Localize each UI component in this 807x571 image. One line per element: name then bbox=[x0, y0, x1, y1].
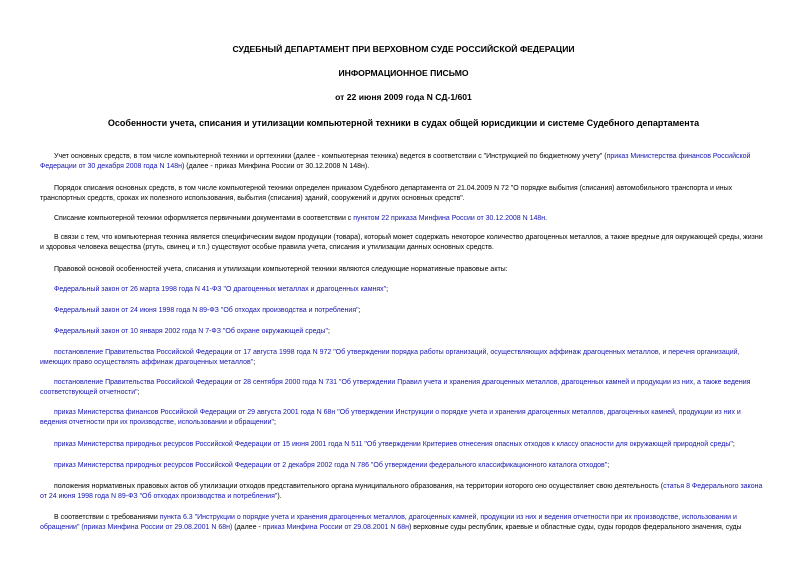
list-item-punct: ; bbox=[253, 359, 256, 366]
list-item-order-786 bbox=[40, 461, 768, 471]
paragraph-text: Списание компьютерной техники оформляется первичными документами в соответствии с bbox=[54, 215, 354, 222]
link-law-7fz[interactable]: Федеральный закон от 10 января 2002 года N 7-ФЗ "Об охране окружающей среды" bbox=[54, 328, 328, 335]
link-resolution-972[interactable]: постановление Правительства Российской Федерации от 17 августа 1998 года N 972 "Об утверждении порядка работы организаций, осуществляющих аффинаж драгоценных металлов, и перечня организаций, имеющих право осуществлять аффинаж драгоценных металлов" bbox=[40, 349, 740, 366]
link-order-511[interactable]: приказ Министерства природных ресурсов Российской Федерации от 15 июня 2001 года N 511 "Об утверждении Критериев отнесения опасных отходов к классу опасности для окружающей природной среды" bbox=[54, 441, 733, 448]
paragraph-text: ) верховные суды республик, краевые и областные суды, суды городов федерального значения, суды bbox=[409, 524, 742, 531]
link-article-8-law-89fz[interactable]: статья 8 Федерального закона от 24 июня 1998 года N 89-ФЗ "Об отходах производства и потребления" bbox=[40, 483, 763, 500]
list-item-punct: ; bbox=[137, 389, 140, 396]
paragraph-write-off-procedure bbox=[40, 184, 768, 204]
list-item-punct: ; bbox=[273, 419, 276, 426]
paragraph-accounting-basis bbox=[40, 152, 768, 172]
list-item-law-89fz bbox=[40, 306, 768, 316]
paragraph-legal-basis bbox=[40, 265, 768, 275]
list-item-law-7fz bbox=[40, 327, 768, 337]
paragraph-text: (далее - bbox=[232, 524, 263, 531]
document-subject-title: Особенности учета, списания и утилизации компьютерной техники в судах общей юрисдикции и системе Судебного департамента bbox=[107, 118, 700, 128]
list-item-punct: ; bbox=[607, 462, 610, 469]
paragraph-text: В связи с тем, что компьютерная техника является специфическим видом продукции (товара), который может содержать некоторое количество драгоценных металлов, а также вредные для окружающей среды, жизни и здоровья человека вещества (ртуть, свинец и т.п.) существуют особые правила учета, списания и утилизации данных основных средств. bbox=[40, 234, 763, 251]
paragraph-municipal-waste bbox=[40, 482, 768, 502]
list-item-order-511 bbox=[40, 440, 768, 450]
link-law-41fz[interactable]: Федеральный закон от 26 марта 1998 года N 41-ФЗ "О драгоценных металлах и драгоценных камнях" bbox=[54, 286, 387, 293]
link-order-786[interactable]: приказ Министерства природных ресурсов Российской Федерации от 2 декабря 2002 года N 786 "Об утверждении федерального классификационного каталога отходов" bbox=[54, 462, 608, 469]
list-item-law-41fz bbox=[40, 285, 768, 295]
paragraph-precious-metals-note bbox=[40, 233, 768, 253]
link-minfin-order-148n[interactable]: приказ Министерства финансов Российской Федерации от 30 декабря 2008 года N 148н bbox=[40, 153, 751, 170]
link-order-68n[interactable]: приказ Министерства финансов Российской Федерации от 29 августа 2001 года N 68н "Об утверждении Инструкции о порядке учета и хранения драгоценных металлов, драгоценных камней, продукции из них и ведения отчетности при их производстве, использовании и обращении" bbox=[40, 409, 741, 426]
list-item-order-68n bbox=[40, 408, 768, 428]
paragraph-text: ) (далее - приказ Минфина России от 30.12.2008 N 148н). bbox=[182, 163, 370, 170]
paragraph-text: положения нормативных правовых актов об утилизации отходов представительного органа муниципального образования, на территории которого оно осуществляет свою деятельность ( bbox=[54, 483, 664, 490]
link-clause-6-3-instruction[interactable]: пункта 6.3 "Инструкции о порядке учета и хранения драгоценных металлов, драгоценных камней, продукции из них и ведения отчетности при их производстве, использовании и обращении" (приказ Минфина России от 29.08.2001 N 68н) bbox=[40, 514, 737, 531]
list-item-punct: ; bbox=[358, 307, 361, 314]
court-department-heading: СУДЕБНЫЙ ДЕПАРТАМЕНТ ПРИ ВЕРХОВНОМ СУДЕ РОССИЙСКОЙ ФЕДЕРАЦИИ bbox=[232, 44, 575, 54]
link-clause-22-order-148n[interactable]: пунктом 22 приказа Минфина России от 30.12.2008 N 148н bbox=[353, 215, 546, 222]
document-date-number: от 22 июня 2009 года N СД-1/601 bbox=[335, 92, 472, 102]
link-law-89fz[interactable]: Федеральный закон от 24 июня 1998 года N 89-ФЗ "Об отходах производства и потребления" bbox=[54, 307, 359, 314]
paragraph-text: В соответствии с требованиями bbox=[54, 514, 160, 521]
link-resolution-731[interactable]: постановление Правительства Российской Федерации от 28 сентября 2000 года N 731 "Об утверждении Правил учета и хранения драгоценных металлов, драгоценных камней и продукции из них, а также ведения соответствующей отчетности" bbox=[40, 379, 751, 396]
document-type-heading: ИНФОРМАЦИОННОЕ ПИСЬМО bbox=[338, 68, 469, 78]
list-item-resolution-972 bbox=[40, 348, 768, 368]
link-order-68n-short[interactable]: приказ Минфина России от 29.08.2001 N 68н bbox=[262, 524, 410, 531]
paragraph-instruction-6-3 bbox=[40, 513, 768, 533]
list-item-resolution-731 bbox=[40, 378, 768, 398]
paragraph-text: Учет основных средств, в том числе компьютерной техники и оргтехники (далее - компьютерная техника) ведется в соответствии с "Инструкцией по бюджетному учету" ( bbox=[54, 153, 607, 160]
list-item-punct: ; bbox=[386, 286, 389, 293]
paragraph-text: . bbox=[545, 215, 548, 222]
paragraph-text: ). bbox=[277, 493, 282, 500]
paragraph-text: Правовой основой особенностей учета, списания и утилизации компьютерной техники являются следующие нормативные правовые акты: bbox=[54, 266, 508, 273]
list-item-punct: ; bbox=[327, 328, 330, 335]
paragraph-text: Порядок списания основных средств, в том числе компьютерной техники определен приказом Судебного департамента от 21.04.2009 N 72 "О порядке выбытия (списания) автомобильного транспорта и иных транспортных средств, сроках их полезного использования, выбытия (списания) зданий, сооружений и других основных средств". bbox=[40, 185, 733, 202]
paragraph-write-off-documents bbox=[40, 214, 768, 224]
list-item-punct: ; bbox=[732, 441, 735, 448]
